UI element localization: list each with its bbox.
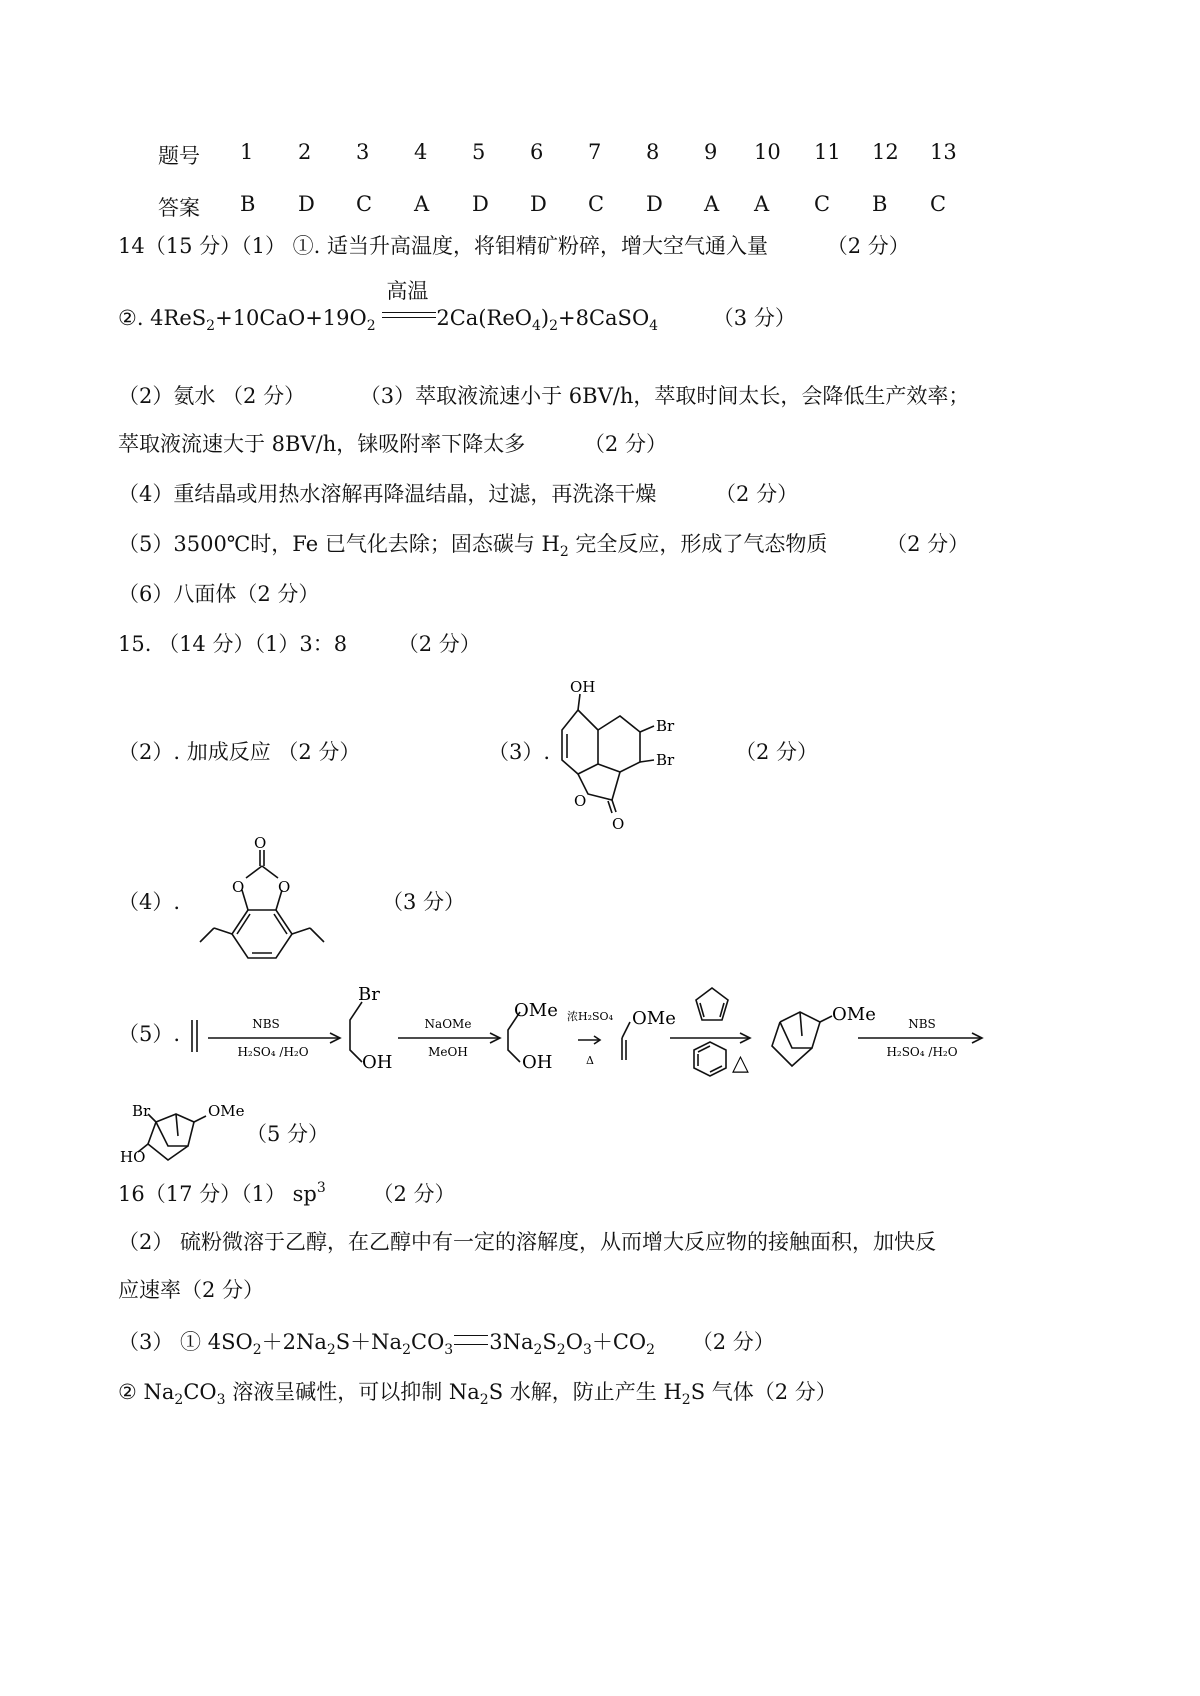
q14-part3b (118, 432, 667, 457)
q15-final-product (118, 1100, 258, 1170)
q16-part3 (118, 1330, 775, 1359)
q14-part1-score: （2 分） (826, 234, 910, 258)
answer-table (158, 140, 970, 244)
q14-part3b-text: 萃取液流速大于 8BV/h，铼吸附率下降太多 (118, 432, 526, 456)
q14-part4 (118, 482, 798, 507)
vinyl-ome: OMe (632, 1008, 676, 1029)
eq-double-bar (454, 1335, 488, 1345)
eq-sub: 3 (582, 1342, 592, 1358)
q16-part3-score: （2 分） (691, 1330, 775, 1354)
q14-part1-text: 14（15 分）（1） ①. 适当升高温度，将钼精矿粉碎，增大空气通入量 (118, 234, 769, 258)
header-label: 题号 (158, 144, 200, 168)
eq-part: O (565, 1330, 583, 1354)
eq-part: ②. 4ReS (118, 306, 207, 330)
number-cell: 7 (588, 140, 602, 164)
q15-part3-score: （2 分） (735, 740, 819, 764)
answer-cell: C (588, 192, 605, 216)
number-cell: 1 (240, 140, 254, 164)
q15-4-o-right: O (278, 878, 291, 896)
eq-sub: 2 (533, 1342, 543, 1358)
answer-cell: B (872, 192, 888, 216)
eq-sub: 2 (252, 1342, 262, 1358)
number-cell: 10 (754, 140, 781, 164)
eq-part: ② Na (118, 1380, 175, 1404)
q15-part1 (118, 632, 481, 657)
q15-part5-score: （5 分） (246, 1122, 330, 1146)
q15-synthesis-route (180, 980, 1080, 1100)
eq-part: 溶液呈碱性，可以抑制 Na (225, 1380, 480, 1404)
eq-sub: 3 (216, 1392, 226, 1408)
eq-sub: 2 (326, 1342, 336, 1358)
answer-cell: B (240, 192, 256, 216)
q16-part1 (118, 1180, 456, 1207)
eq-score: （3 分） (712, 306, 796, 330)
answer-cell: D (298, 192, 315, 216)
answer-label: 答案 (158, 196, 200, 220)
eq-part: S 气体（2 分） (690, 1380, 837, 1404)
eq-part: 2Ca(ReO (436, 306, 532, 330)
final-ho: HO (120, 1148, 146, 1166)
q14-part6: （6）八面体（2 分） (118, 582, 320, 606)
q14-part2-3 (118, 384, 969, 409)
q14-part5-sub: 2 (559, 544, 569, 560)
q16-part2b: 应速率（2 分） (118, 1278, 265, 1302)
answer-cell: A (704, 192, 720, 216)
q14-part2: （2）氨水 （2 分） (118, 384, 306, 408)
eq-double-bar (382, 279, 436, 323)
q15-part4-label: （4）. (118, 890, 181, 914)
eq-part: S 水解，防止产生 H (488, 1380, 682, 1404)
q15-part3-label: （3）. (488, 740, 551, 764)
number-cell: 6 (530, 140, 544, 164)
q16-part1-sup: 3 (316, 1180, 326, 1196)
eq-sub: 2 (402, 1342, 411, 1358)
eq-part: 3Na (489, 1330, 534, 1354)
answer-cell: D (646, 192, 663, 216)
q14-part4-text: （4）重结晶或用热水溶解再降温结晶，过滤，再洗涤干燥 (118, 482, 657, 506)
methoxy-oh: OH (522, 1052, 553, 1073)
number-cell: 13 (930, 140, 957, 164)
q14-equation (118, 279, 796, 335)
eq-part: S＋Na (335, 1330, 403, 1354)
norbornene-ome: OMe (832, 1004, 876, 1025)
eq-sub: 4 (649, 318, 659, 334)
q14-part5-text2: 完全反应，形成了气态物质 (568, 532, 828, 556)
reagent4-bottom: H₂SO₄ /H₂O (886, 1045, 958, 1059)
eq-sub: 2 (646, 1342, 656, 1358)
q15-o-ring: O (574, 792, 587, 810)
q15-o-carbonyl: O (612, 815, 625, 832)
eq-condition: 高温 (386, 279, 429, 303)
answer-cell: C (356, 192, 373, 216)
q14-part5-text: （5）3500℃时，Fe 已气化去除；固态碳与 H (118, 532, 560, 556)
eq-part: ＋CO (591, 1330, 647, 1354)
eq-sub: 2 (479, 1392, 489, 1408)
number-cell: 5 (472, 140, 486, 164)
q15-part5-label: （5）. (118, 1022, 181, 1046)
q15-4-o-top: O (254, 834, 267, 852)
q14-part3b-score: （2 分） (583, 432, 667, 456)
answer-cell: C (814, 192, 831, 216)
reagent3-bottom: Δ (586, 1054, 594, 1067)
answer-cell: C (930, 192, 947, 216)
answer-cell: A (754, 192, 770, 216)
eq-sub: 2 (556, 1342, 566, 1358)
q15-part3-structure (540, 672, 720, 832)
q14-part5-score: （2 分） (886, 532, 970, 556)
reagent2-top: NaOMe (424, 1017, 472, 1031)
bromo-br: Br (358, 984, 380, 1005)
number-cell: 11 (814, 140, 841, 164)
q14-part5 (118, 532, 969, 561)
q15-part1-text: 15. （14 分）（1）3：8 (118, 632, 348, 656)
number-cell: 12 (872, 140, 899, 164)
q15-part2: （2）. 加成反应 （2 分） (118, 740, 361, 764)
eq-sub: 2 (206, 318, 216, 334)
final-ome: OMe (208, 1102, 245, 1120)
number-cell: 9 (704, 140, 718, 164)
q16-part2a: （2） 硫粉微溶于乙醇，在乙醇中有一定的溶解度，从而增大反应物的接触面积，加快反 (118, 1230, 937, 1254)
reagent2-bottom: MeOH (428, 1045, 468, 1059)
eq-sub: 2 (681, 1392, 691, 1408)
number-cell: 8 (646, 140, 660, 164)
q15-br1: Br (656, 717, 675, 735)
eq-part: （3） ① 4SO (118, 1330, 253, 1354)
eq-part: CO (411, 1330, 445, 1354)
number-cell: 3 (356, 140, 370, 164)
eq-sub: 2 (366, 318, 376, 334)
number-cell: 2 (298, 140, 312, 164)
answer-cell: D (472, 192, 489, 216)
reagent3-top: 浓H₂SO₄ (567, 1010, 613, 1023)
reagent1-top: NBS (252, 1017, 280, 1031)
q15-part1-score: （2 分） (397, 632, 481, 656)
eq-part: +10CaO+19O (215, 306, 367, 330)
q15-4-o-left: O (232, 878, 245, 896)
q14-part3: （3）萃取液流速小于 6BV/h，萃取时间太长，会降低生产效率； (359, 384, 970, 408)
reagent4-top: NBS (908, 1017, 936, 1031)
heat-triangle: △ (732, 1051, 749, 1076)
eq-part: CO (183, 1380, 217, 1404)
q15-br2: Br (656, 751, 675, 769)
q16-part1-score: （2 分） (372, 1182, 456, 1206)
q14-part1 (118, 234, 910, 259)
eq-part: ) (540, 306, 550, 330)
q14-part4-score: （2 分） (715, 482, 799, 506)
answer-cell: D (530, 192, 547, 216)
final-br: Br (132, 1102, 151, 1120)
answer-table-header-row (158, 140, 970, 192)
number-cell: 4 (414, 140, 428, 164)
eq-part: +8CaSO (558, 306, 650, 330)
q16-part4 (118, 1380, 837, 1409)
q15-oh: OH (570, 678, 596, 696)
q15-part4-score: （3 分） (382, 890, 466, 914)
bromo-oh: OH (362, 1052, 393, 1073)
q15-part4-structure (190, 832, 340, 972)
eq-sub: 3 (444, 1342, 454, 1358)
reagent1-bottom: H₂SO₄ /H₂O (237, 1045, 309, 1059)
answer-cell: A (414, 192, 430, 216)
eq-sub: 2 (174, 1392, 184, 1408)
methoxy-ome: OMe (514, 1000, 558, 1021)
eq-sub: 2 (549, 318, 559, 334)
q16-part1-text: 16（17 分）（1） sp (118, 1182, 317, 1206)
eq-sub: 4 (531, 318, 541, 334)
eq-part: ＋2Na (261, 1330, 327, 1354)
eq-part: S (542, 1330, 557, 1354)
